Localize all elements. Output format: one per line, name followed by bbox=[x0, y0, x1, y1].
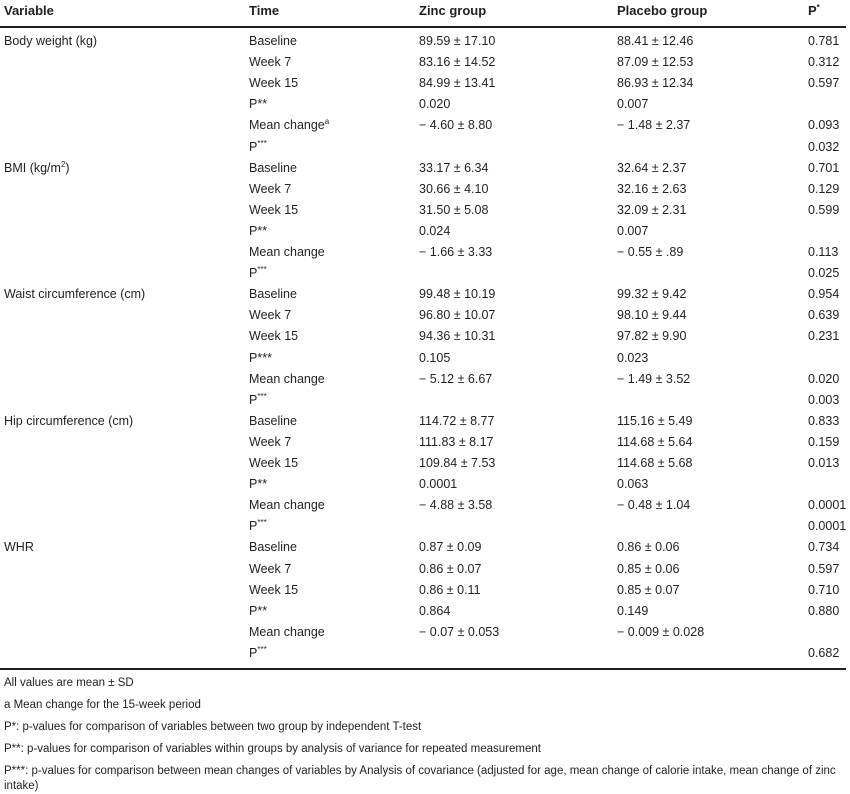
variable-sup: 2 bbox=[60, 159, 66, 169]
time-text: P bbox=[249, 519, 258, 534]
p-value: 0.833 bbox=[808, 413, 840, 428]
p-value: 0.113 bbox=[808, 245, 839, 259]
time-label bbox=[249, 73, 298, 94]
time-sup: *** bbox=[257, 138, 267, 148]
time-text: Baseline bbox=[249, 540, 297, 555]
table-row bbox=[0, 516, 850, 537]
time-text: Mean change bbox=[249, 371, 325, 386]
zinc-value: 99.48 ± 10.19 bbox=[419, 287, 496, 302]
zinc-value: 89.59 ± 17.10 bbox=[419, 34, 496, 48]
placebo-value: 97.82 ± 9.90 bbox=[617, 329, 687, 344]
table-row bbox=[0, 242, 850, 263]
time-text: Week 7 bbox=[249, 308, 292, 323]
time-label bbox=[249, 179, 291, 200]
time-text: Mean change bbox=[249, 624, 325, 639]
table-row bbox=[0, 221, 850, 242]
time-label bbox=[249, 411, 297, 432]
table-row bbox=[0, 31, 850, 52]
variable-label bbox=[4, 411, 133, 432]
table-row bbox=[0, 474, 850, 495]
table-row bbox=[0, 137, 850, 158]
time-label bbox=[249, 221, 267, 242]
placebo-value: 87.09 ± 12.53 bbox=[617, 55, 694, 70]
zinc-value: 0.864 bbox=[419, 603, 451, 618]
time-label bbox=[249, 622, 325, 643]
placebo-value: 0.007 bbox=[617, 97, 649, 112]
p-value: 0.0001 bbox=[808, 519, 847, 534]
time-text: Week 15 bbox=[249, 76, 299, 91]
table-row bbox=[0, 369, 850, 390]
time-label bbox=[249, 348, 272, 369]
footnote-values: All values are mean ± SD bbox=[4, 677, 134, 689]
placebo-value: − 0.009 ± 0.028 bbox=[617, 624, 705, 639]
table-row bbox=[0, 73, 850, 94]
time-text: Baseline bbox=[249, 287, 297, 302]
placebo-value: 86.93 ± 12.34 bbox=[617, 76, 694, 91]
placebo-value: − 0.55 ± .89 bbox=[617, 245, 684, 259]
footnote-a: a Mean change for the 15-week period bbox=[4, 699, 201, 711]
time-text: Mean change bbox=[249, 118, 325, 133]
variable-suffix: ) bbox=[65, 160, 70, 175]
time-label bbox=[249, 580, 298, 601]
time-label bbox=[249, 94, 267, 115]
zinc-value: 0.0001 bbox=[419, 477, 458, 492]
table-row bbox=[0, 390, 850, 411]
time-text: P** bbox=[249, 223, 268, 238]
variable-name: WHR bbox=[4, 540, 34, 555]
zinc-value: − 5.12 ± 6.67 bbox=[419, 371, 493, 386]
placebo-value: 32.64 ± 2.37 bbox=[617, 160, 687, 175]
zinc-value: 111.83 ± 8.17 bbox=[419, 434, 494, 449]
placebo-value: 0.007 bbox=[617, 223, 649, 238]
zinc-value: 0.105 bbox=[419, 350, 451, 365]
time-label bbox=[249, 453, 298, 474]
top-rule bbox=[0, 26, 846, 28]
zinc-value: 83.16 ± 14.52 bbox=[419, 55, 496, 70]
placebo-value: 0.86 ± 0.06 bbox=[617, 540, 680, 555]
time-text: Week 15 bbox=[249, 582, 299, 597]
time-text: P bbox=[249, 139, 258, 154]
p-value: 0.639 bbox=[808, 308, 840, 323]
time-label bbox=[249, 559, 291, 580]
header-variable: Variable bbox=[4, 3, 54, 18]
time-label bbox=[249, 432, 291, 453]
time-label bbox=[249, 200, 298, 221]
p-value: 0.954 bbox=[808, 287, 840, 302]
placebo-value: 0.063 bbox=[617, 477, 649, 492]
table-row bbox=[0, 432, 850, 453]
time-label bbox=[249, 643, 267, 664]
time-text: P** bbox=[249, 477, 268, 492]
time-label bbox=[249, 158, 297, 179]
time-sup: *** bbox=[257, 644, 267, 654]
p-value: 0.093 bbox=[808, 118, 840, 133]
placebo-value: 32.09 ± 2.31 bbox=[617, 202, 687, 217]
table-row bbox=[0, 305, 850, 326]
zinc-value: 31.50 ± 5.08 bbox=[419, 202, 489, 217]
table-row bbox=[0, 559, 850, 580]
variable-label bbox=[4, 31, 97, 52]
table-row bbox=[0, 200, 850, 221]
placebo-value: 115.16 ± 5.49 bbox=[617, 413, 693, 428]
zinc-value: 0.86 ± 0.11 bbox=[419, 582, 481, 597]
p-value: 0.734 bbox=[808, 540, 840, 555]
placebo-value: 32.16 ± 2.63 bbox=[617, 181, 687, 196]
placebo-value: 114.68 ± 5.64 bbox=[617, 434, 693, 449]
p-value: 0.682 bbox=[808, 645, 840, 660]
placebo-value: 0.149 bbox=[617, 603, 649, 618]
bottom-rule bbox=[0, 668, 846, 670]
placebo-value: 0.023 bbox=[617, 350, 649, 365]
footnote-p3: P***: p-values for comparison between mean changes of variables by Analysis of covariance (adjusted for age, mean change of calorie intake, mean change of zinc intake) bbox=[4, 765, 836, 792]
table-row bbox=[0, 52, 850, 73]
time-text: Mean change bbox=[249, 498, 325, 513]
zinc-value: 0.020 bbox=[419, 97, 451, 112]
placebo-value: − 0.48 ± 1.04 bbox=[617, 498, 691, 513]
header-time: Time bbox=[249, 3, 280, 18]
p-value: 0.312 bbox=[808, 55, 840, 70]
p-value: 0.599 bbox=[808, 202, 840, 217]
p-value: 0.159 bbox=[808, 434, 840, 449]
time-label bbox=[249, 263, 267, 284]
time-text: P bbox=[249, 645, 258, 660]
p-value: 0.701 bbox=[808, 160, 840, 175]
time-label bbox=[249, 305, 291, 326]
time-text: Week 7 bbox=[249, 561, 292, 576]
zinc-value: 94.36 ± 10.31 bbox=[419, 329, 496, 344]
time-text: Week 7 bbox=[249, 181, 292, 196]
table-row bbox=[0, 115, 850, 136]
p-value: 0.0001 bbox=[808, 498, 847, 513]
variable-label bbox=[4, 537, 34, 558]
time-label bbox=[249, 137, 267, 158]
zinc-value: 96.80 ± 10.07 bbox=[419, 308, 496, 323]
time-label bbox=[249, 369, 325, 390]
time-sup: *** bbox=[257, 265, 267, 275]
time-label bbox=[249, 242, 325, 263]
time-text: Week 15 bbox=[249, 202, 299, 217]
p-value: 0.710 bbox=[808, 582, 840, 597]
time-text: P*** bbox=[249, 350, 272, 365]
zinc-value: 30.66 ± 4.10 bbox=[419, 181, 489, 196]
table-row bbox=[0, 263, 850, 284]
time-label bbox=[249, 390, 267, 411]
time-label bbox=[249, 326, 298, 347]
time-label bbox=[249, 115, 329, 136]
zinc-value: − 4.60 ± 8.80 bbox=[419, 118, 493, 133]
header-p-label: P bbox=[808, 3, 817, 18]
zinc-value: − 1.66 ± 3.33 bbox=[419, 245, 493, 259]
zinc-value: 33.17 ± 6.34 bbox=[419, 160, 489, 175]
variable-name: BMI (kg/m bbox=[4, 160, 61, 175]
placebo-value: 98.10 ± 9.44 bbox=[617, 308, 687, 323]
p-value: 0.880 bbox=[808, 603, 840, 618]
time-sup: *** bbox=[257, 391, 267, 401]
zinc-value: 84.99 ± 13.41 bbox=[419, 76, 496, 91]
time-text: P** bbox=[249, 603, 268, 618]
placebo-value: 114.68 ± 5.68 bbox=[617, 456, 693, 470]
p-value: 0.129 bbox=[808, 181, 840, 196]
time-text: Week 7 bbox=[249, 434, 292, 449]
time-text: Baseline bbox=[249, 34, 297, 48]
time-label bbox=[249, 601, 267, 622]
placebo-value: − 1.49 ± 3.52 bbox=[617, 371, 691, 386]
table-row bbox=[0, 284, 850, 305]
table-row bbox=[0, 326, 850, 347]
time-text: P** bbox=[249, 97, 268, 112]
zinc-value: 114.72 ± 8.77 bbox=[419, 413, 495, 428]
time-label bbox=[249, 495, 325, 516]
time-label bbox=[249, 52, 291, 73]
p-value: 0.597 bbox=[808, 561, 840, 576]
table-row bbox=[0, 179, 850, 200]
variable-label bbox=[4, 284, 145, 305]
p-value: 0.032 bbox=[808, 139, 840, 154]
zinc-value: 109.84 ± 7.53 bbox=[419, 456, 496, 470]
zinc-value: 0.86 ± 0.07 bbox=[419, 561, 482, 576]
zinc-value: − 4.88 ± 3.58 bbox=[419, 498, 493, 513]
time-text: Baseline bbox=[249, 160, 297, 175]
time-label bbox=[249, 284, 297, 305]
table-row bbox=[0, 495, 850, 516]
table-row bbox=[0, 411, 850, 432]
time-text: Mean change bbox=[249, 245, 325, 259]
p-value: 0.025 bbox=[808, 266, 840, 281]
variable-label bbox=[4, 158, 70, 179]
time-label bbox=[249, 474, 267, 495]
table-row bbox=[0, 94, 850, 115]
header-p-value bbox=[808, 3, 820, 21]
zinc-value: 0.87 ± 0.09 bbox=[419, 540, 482, 555]
table-row bbox=[0, 601, 850, 622]
p-value: 0.013 bbox=[808, 456, 840, 470]
zinc-value: 0.024 bbox=[419, 223, 451, 238]
time-text: P bbox=[249, 266, 258, 281]
p-value: 0.597 bbox=[808, 76, 840, 91]
placebo-value: 0.85 ± 0.06 bbox=[617, 561, 680, 576]
time-text: Week 7 bbox=[249, 55, 292, 70]
header-p-sup: * bbox=[816, 3, 820, 12]
zinc-value: − 0.07 ± 0.053 bbox=[419, 624, 500, 639]
time-label bbox=[249, 516, 267, 537]
variable-name: Waist circumference (cm) bbox=[4, 287, 146, 302]
table-row bbox=[0, 537, 850, 558]
table-row bbox=[0, 158, 850, 179]
placebo-value: − 1.48 ± 2.37 bbox=[617, 118, 691, 133]
table-row bbox=[0, 348, 850, 369]
placebo-value: 0.85 ± 0.07 bbox=[617, 582, 680, 597]
header-placebo-group: Placebo group bbox=[617, 3, 708, 18]
table-row bbox=[0, 622, 850, 643]
time-label bbox=[249, 31, 297, 52]
time-text: Week 15 bbox=[249, 329, 299, 344]
time-label bbox=[249, 537, 297, 558]
time-sup: a bbox=[324, 117, 330, 127]
p-value: 0.020 bbox=[808, 371, 840, 386]
placebo-value: 88.41 ± 12.46 bbox=[617, 34, 694, 48]
p-value: 0.231 bbox=[808, 329, 840, 344]
p-value: 0.003 bbox=[808, 392, 840, 407]
table-row bbox=[0, 453, 850, 474]
table-row bbox=[0, 580, 850, 601]
variable-name: Hip circumference (cm) bbox=[4, 413, 134, 428]
time-text: Baseline bbox=[249, 413, 297, 428]
footnote-p2: P**: p-values for comparison of variables within groups by analysis of variance for repeated measurement bbox=[4, 743, 541, 755]
time-text: P bbox=[249, 392, 258, 407]
p-value: 0.781 bbox=[808, 34, 840, 48]
footnotes bbox=[4, 672, 844, 794]
table-row bbox=[0, 643, 850, 664]
header-zinc-group: Zinc group bbox=[419, 3, 487, 18]
time-sup: *** bbox=[257, 518, 267, 528]
variable-name: Body weight (kg) bbox=[4, 34, 98, 48]
time-text: Week 15 bbox=[249, 456, 299, 470]
placebo-value: 99.32 ± 9.42 bbox=[617, 287, 687, 302]
footnote-p1: P*: p-values for comparison of variables between two group by independent T-test bbox=[4, 721, 422, 733]
